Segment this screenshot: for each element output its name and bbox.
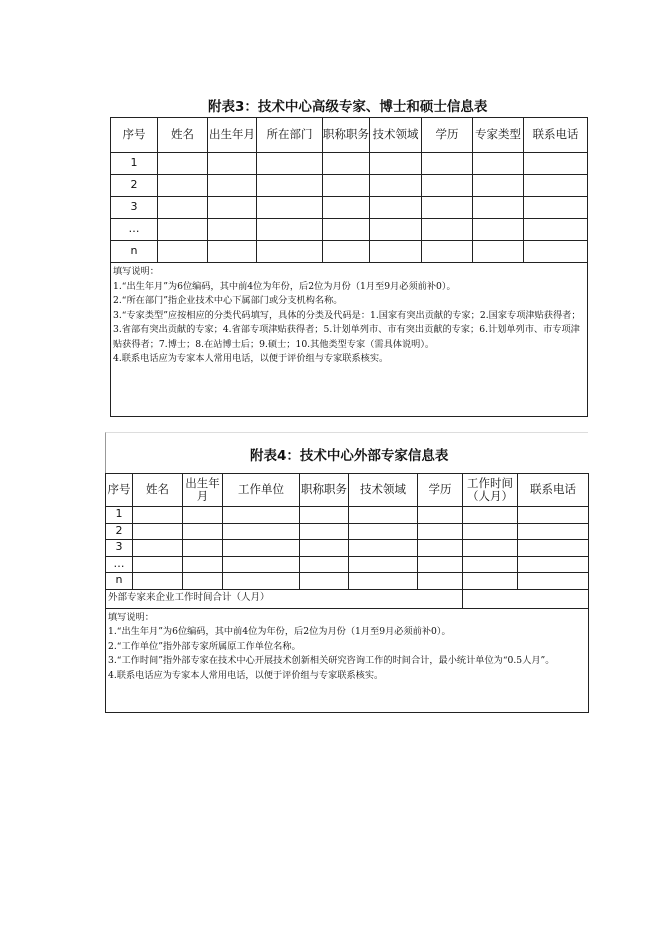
cell[interactable] [208,175,257,197]
summary-value-cell[interactable] [463,589,589,608]
table-row [106,523,589,540]
cell[interactable] [300,507,349,524]
header-phone: 联系电话 [524,118,588,153]
header-department: 所在部门 [257,118,323,153]
cell[interactable] [349,573,418,590]
header-seq: 序号 [111,118,158,153]
note-item: 1.“出生年月”为6位编码，其中前4位为年份，后2位为月份（1月至9月必须前补0）。 [108,626,451,637]
table-row [111,175,588,197]
cell[interactable] [418,523,463,540]
cell[interactable] [524,241,588,263]
header-field: 技术领域 [370,118,422,153]
cell[interactable] [158,241,208,263]
header-work-time: 工作时间（人月） [463,474,518,507]
note-item: 4.联系电话应为专家本人常用电话，以便于评价组与专家联系核实。 [108,669,384,681]
note-item: 2.“所在部门”指企业技术中心下属部门或分支机构名称。 [113,295,343,306]
cell[interactable] [158,197,208,219]
cell[interactable] [463,540,518,557]
cell[interactable] [300,573,349,590]
table1 [110,117,587,417]
cell[interactable] [463,573,518,590]
header-name: 姓名 [133,474,183,507]
cell[interactable] [133,573,183,590]
table1-title: 附表3：技术中心高级专家、博士和硕士信息表 [208,99,488,115]
row-number: … [106,556,133,573]
cell[interactable] [133,507,183,524]
cell[interactable] [418,573,463,590]
cell[interactable] [183,540,223,557]
row-number: 1 [111,153,158,175]
cell[interactable] [422,241,473,263]
cell[interactable] [133,523,183,540]
table-row [106,573,589,590]
cell[interactable] [518,573,589,590]
cell[interactable] [323,197,370,219]
header-title: 职称职务 [300,474,349,507]
cell[interactable] [473,197,524,219]
cell[interactable] [257,197,323,219]
header-title: 职称职务 [323,118,370,153]
cell[interactable] [473,175,524,197]
notes-heading: 填写说明： [113,266,159,277]
table1-notes-row [111,263,588,417]
row-number: n [106,573,133,590]
table2-notes-row [106,608,589,712]
cell[interactable] [473,241,524,263]
cell[interactable] [473,219,524,241]
cell[interactable] [518,523,589,540]
cell[interactable] [323,241,370,263]
row-number: 2 [111,175,158,197]
cell[interactable] [223,507,300,524]
table-row [111,197,588,219]
header-birth: 出生年月 [208,118,257,153]
cell[interactable] [158,153,208,175]
notes-heading: 填写说明： [108,611,154,623]
cell[interactable] [257,241,323,263]
cell[interactable] [133,540,183,557]
cell[interactable] [349,556,418,573]
cell[interactable] [524,197,588,219]
cell[interactable] [223,523,300,540]
cell[interactable] [183,523,223,540]
cell[interactable] [370,153,422,175]
header-birth: 出生年月 [183,474,223,507]
cell[interactable] [208,219,257,241]
table-row [106,507,589,524]
table-row [106,540,589,557]
table2 [105,473,588,713]
note-item: 3.“工作时间”指外部专家在技术中心开展技术创新相关研究咨询工作的时间合计，最小统计单位为“0.5人月”。 [108,655,555,666]
table2-title: 附表4：技术中心外部专家信息表 [250,448,449,464]
cell[interactable] [183,556,223,573]
cell[interactable] [257,219,323,241]
row-number: 1 [106,507,133,524]
cell[interactable] [370,241,422,263]
cell[interactable] [183,507,223,524]
cell[interactable] [300,556,349,573]
cell[interactable] [524,219,588,241]
table-row [111,153,588,175]
summary-label: 外部专家来企业工作时间合计（人月） [106,589,463,608]
cell[interactable] [323,153,370,175]
cell[interactable] [208,153,257,175]
cell[interactable] [223,573,300,590]
cell[interactable] [323,175,370,197]
cell[interactable] [349,523,418,540]
cell[interactable] [422,197,473,219]
table2-summary-row [106,589,589,608]
cell[interactable] [349,507,418,524]
header-name: 姓名 [158,118,208,153]
cell[interactable] [473,153,524,175]
table1-header-row [111,118,588,153]
cell[interactable] [158,175,208,197]
cell[interactable] [183,573,223,590]
cell[interactable] [418,540,463,557]
cell[interactable] [257,153,323,175]
row-number: 3 [106,540,133,557]
table2-header-row [106,474,589,507]
cell[interactable] [418,507,463,524]
header-phone: 联系电话 [518,474,589,507]
cell[interactable] [223,556,300,573]
cell[interactable] [524,153,588,175]
cell[interactable] [463,523,518,540]
cell[interactable] [370,219,422,241]
cell[interactable] [463,507,518,524]
header-employer: 工作单位 [223,474,300,507]
row-number: 2 [106,523,133,540]
cell[interactable] [422,153,473,175]
row-number: 3 [111,197,158,219]
cell[interactable] [223,540,300,557]
cell[interactable] [518,507,589,524]
cell[interactable] [300,523,349,540]
note-item: 3.“专家类型”应按相应的分类代码填写，具体的分类及代码是：1.国家有突出贡献的专家；2.国家专项津贴获得者；3.省部有突出贡献的专家；4.省部专项津贴获得者；5.计划单列市、市有突出贡献的专家；6.计划单列市、市专项津贴获得者；7.博士；8.在站博士后；9.硕士；10.其他类型专家（需具体说明）。 [113,309,581,350]
table1-notes [111,263,588,417]
cell[interactable] [300,540,349,557]
cell[interactable] [257,175,323,197]
row-number: … [111,219,158,241]
cell[interactable] [208,241,257,263]
cell[interactable] [524,175,588,197]
header-expert-type: 专家类型 [473,118,524,153]
row-number: n [111,241,158,263]
header-seq: 序号 [106,474,133,507]
header-field: 技术领域 [349,474,418,507]
cell[interactable] [323,219,370,241]
note-item: 2.“工作单位”指外部专家所属原工作单位名称。 [108,640,301,652]
cell[interactable] [518,556,589,573]
cell[interactable] [418,556,463,573]
table2-notes [106,608,589,712]
cell[interactable] [349,540,418,557]
cell[interactable] [370,175,422,197]
cell[interactable] [370,197,422,219]
cell[interactable] [133,556,183,573]
note-item: 4.联系电话应为专家本人常用电话，以便于评价组与专家联系核实。 [113,353,389,364]
cell[interactable] [158,219,208,241]
table-row [111,219,588,241]
note-item: 1.“出生年月”为6位编码，其中前4位为年份，后2位为月份（1月至9月必须前补0）。 [113,280,456,292]
cell[interactable] [422,219,473,241]
cell[interactable] [518,540,589,557]
table-row [106,556,589,573]
header-education: 学历 [418,474,463,507]
cell[interactable] [208,197,257,219]
header-education: 学历 [422,118,473,153]
cell[interactable] [422,175,473,197]
cell[interactable] [463,556,518,573]
table-row [111,241,588,263]
